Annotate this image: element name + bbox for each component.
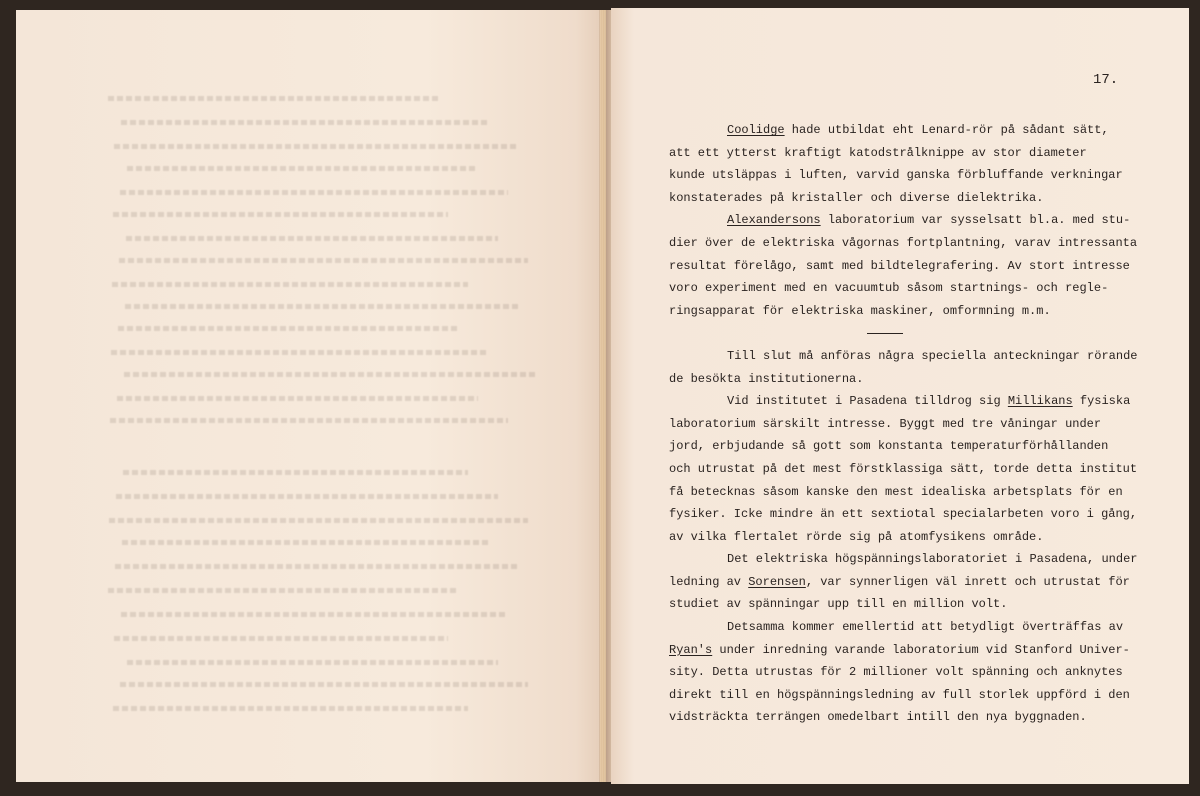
line-text-after: under inredning varande laboratorium vid Stanford Univer- [712,642,1130,657]
text-line: sity. Detta utrustas för 2 millioner volt spänning och anknytes [669,665,1123,680]
bleed-through-line [120,682,528,687]
text-line: Till slut må anföras några speciella anteckningar rörande [727,348,1138,363]
underlined-name: Coolidge [727,123,785,137]
text-line [669,119,1139,142]
text-line: fysiker. Icke mindre än ett sextiotal specialarbeten voro i gång, [669,507,1138,522]
text-line: och utrustat på det mest förstklassiga sätt, torde detta institut [669,461,1138,476]
bleed-through-line [108,96,438,101]
bleed-through-line [110,418,508,423]
paragraph-notes-intro [669,345,1139,390]
bleed-through-line [123,470,468,475]
bleed-through-line [118,326,458,331]
bleed-through-line [121,612,508,617]
line-text-before: Vid institutet i Pasadena tilldrog sig [727,394,1008,409]
text-line: att ett ytterst kraftigt katodstrålknippe av stor diameter [669,145,1087,160]
bleed-through-line [116,494,498,499]
bleed-through-line [113,706,468,711]
bleed-through-line [117,396,478,401]
text-line: resultat förelågo, samt med bildtelegrafering. Av stort intresse [669,258,1130,273]
bleed-through-line [114,144,518,149]
underlined-name: Alexandersons [727,213,821,228]
bleed-through-line [120,190,508,195]
bleed-through-line [125,304,518,309]
line-text-after: fysiska [1072,394,1131,409]
page-edges [600,10,606,782]
underlined-name: Millikans [1007,394,1073,409]
left-page [16,10,599,782]
paragraph-alexandersons [669,209,1139,322]
text-line: Detsamma kommer emellertid att betydligt överträffas av [727,620,1124,635]
text-line: de besökta institutionerna. [669,371,864,386]
bleed-through-line [111,350,488,355]
line-text-after: , var synnerligen väl inrett och utrustat för [805,574,1130,589]
line-text-after: hade utbildat eht Lenard-rör på sådant sätt, [784,123,1109,137]
bleed-through-line [109,518,528,523]
bleed-through-line [112,282,468,287]
text-line: jord, erbjudande så gott som konstanta temperaturförhållanden [669,439,1109,454]
left-page-bleed-through [16,10,599,782]
text-line [669,390,1139,413]
paragraph-ryan [669,616,1139,729]
text-line: laboratorium särskilt intresse. Byggt med tre våningar under [669,416,1102,431]
text-line: studiet av spänningar upp till en million volt. [669,597,1008,612]
bleed-through-line [127,166,478,171]
line-text-after: laboratorium var sysselsatt bl.a. med stu- [820,213,1131,228]
text-line: av vilka flertalet rörde sig på atomfysikens område. [669,529,1044,544]
line-text-before: ledning av [669,574,749,589]
bleed-through-line [113,212,448,217]
underlined-name: Ryan's [669,642,713,657]
text-line: konstaterades på kristaller och diverse dielektrika. [669,190,1044,205]
text-line: ringsapparat för elektriska maskiner, omformning m.m. [669,303,1051,318]
text-line [669,209,1139,232]
bleed-through-line [126,236,498,241]
bleed-through-line [127,660,498,665]
text-line: vidsträckta terrängen omedelbart intill den nya byggnaden. [669,710,1087,725]
section-divider [669,322,1139,345]
typed-text [669,119,1139,729]
text-line: Det elektriska högspänningslaboratoriet i Pasadena, under [727,552,1138,567]
text-line [669,571,1139,594]
bleed-through-line [119,258,528,263]
paragraph-coolidge [669,119,1139,209]
text-line: få betecknas såsom kanske den mest idealiska arbetsplats för en [669,484,1123,499]
paragraph-sorensen [669,548,1139,616]
text-line: dier över de elektriska vågornas fortplantning, varav intressanta [669,235,1138,250]
text-line: voro experiment med en vacuumtub såsom startnings- och regle- [669,281,1109,296]
right-page [611,8,1189,784]
bleed-through-line [108,588,458,593]
bleed-through-line [124,372,538,377]
text-line: kunde utsläppas i luften, varvid ganska förbluffande verkningar [669,168,1123,183]
underlined-name: Sorensen [748,574,806,589]
bleed-through-line [121,120,488,125]
text-line: direkt till en högspänningsledning av full storlek uppförd i den [669,687,1130,702]
text-line [669,639,1139,662]
bleed-through-line [115,564,518,569]
paragraph-millikans [669,390,1139,548]
bleed-through-line [114,636,448,641]
bleed-through-line [122,540,488,545]
page-number: 17. [1093,72,1119,88]
